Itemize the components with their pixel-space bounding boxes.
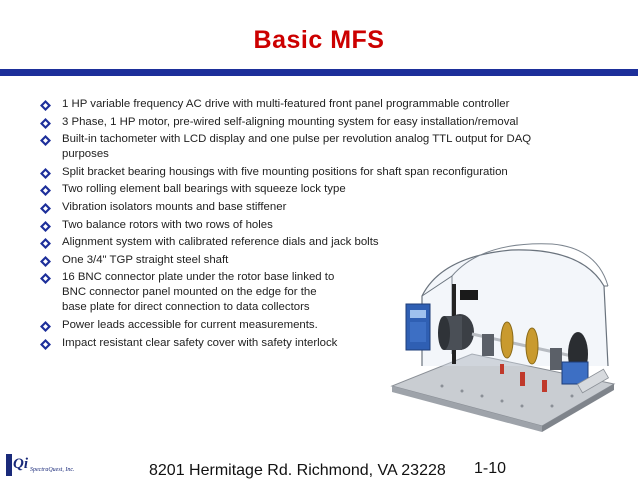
list-item-text: One 3/4" TGP straight steel shaft xyxy=(62,253,229,266)
diamond-bullet-icon xyxy=(40,100,51,111)
list-item xyxy=(0,97,600,112)
list-item-text: Vibration isolators mounts and base stiffener xyxy=(62,200,287,213)
page-number: 1-10 xyxy=(474,460,507,477)
list-item-text: Alignment system with calibrated reference dials and jack bolts xyxy=(62,236,379,249)
diamond-bullet-icon xyxy=(40,321,51,332)
diamond-bullet-icon xyxy=(40,238,51,249)
list-item xyxy=(0,132,600,162)
list-item-text: base plate for direct connection to data collectors xyxy=(62,301,310,314)
list-item xyxy=(0,270,362,315)
diamond-bullet-icon xyxy=(40,221,51,232)
list-item-text: Built-in tachometer with LCD display and one pulse per revolution analog TTL output for DAQ xyxy=(62,133,532,146)
list-item-text: 1 HP variable frequency AC drive with multi-featured front panel programmable controller xyxy=(62,98,510,110)
list-item-text: Impact resistant clear safety cover with safety interlock xyxy=(62,336,338,349)
list-item-text: 16 BNC connector plate under the rotor base linked to xyxy=(62,271,335,284)
diamond-bullet-icon xyxy=(40,339,51,350)
list-item-text: 3 Phase, 1 HP motor, pre-wired self-aligning mounting system for easy installation/removal xyxy=(62,115,519,128)
list-item-text: Two balance rotors with two rows of holes xyxy=(62,218,273,231)
diamond-bullet-icon xyxy=(40,203,51,214)
diamond-bullet-icon xyxy=(40,118,51,129)
list-item-text: BNC connector panel mounted on the edge for the xyxy=(62,286,317,299)
list-item xyxy=(0,218,600,233)
list-item-text: purposes xyxy=(62,148,109,161)
company-logo xyxy=(6,452,96,479)
list-item-text: Two rolling element ball bearings with squeeze lock type xyxy=(62,183,346,196)
list-item xyxy=(0,182,600,197)
diamond-bullet-icon xyxy=(40,273,51,284)
title-divider xyxy=(0,69,638,76)
slide-title: Basic MFS xyxy=(253,26,385,54)
footer-address: 8201 Hermitage Rd. Richmond, VA 23228 xyxy=(149,462,446,479)
company-name: SpectraQuest, Inc. xyxy=(30,467,75,473)
logo-mark-icon xyxy=(6,452,96,479)
logo-mark: Qi xyxy=(13,456,28,472)
list-item xyxy=(0,165,600,180)
list-item xyxy=(0,318,362,333)
diamond-bullet-icon xyxy=(40,135,51,146)
product-photo xyxy=(382,236,618,432)
list-item-text: Power leads accessible for current measurements. xyxy=(62,318,318,331)
list-item xyxy=(0,200,600,215)
diamond-bullet-icon xyxy=(40,256,51,267)
diamond-bullet-icon xyxy=(40,185,51,196)
diamond-bullet-icon xyxy=(40,168,51,179)
list-item xyxy=(0,115,600,130)
list-item-text: Split bracket bearing housings with five mounting positions for shaft span reconfiguration xyxy=(62,165,508,178)
list-item xyxy=(0,336,362,351)
